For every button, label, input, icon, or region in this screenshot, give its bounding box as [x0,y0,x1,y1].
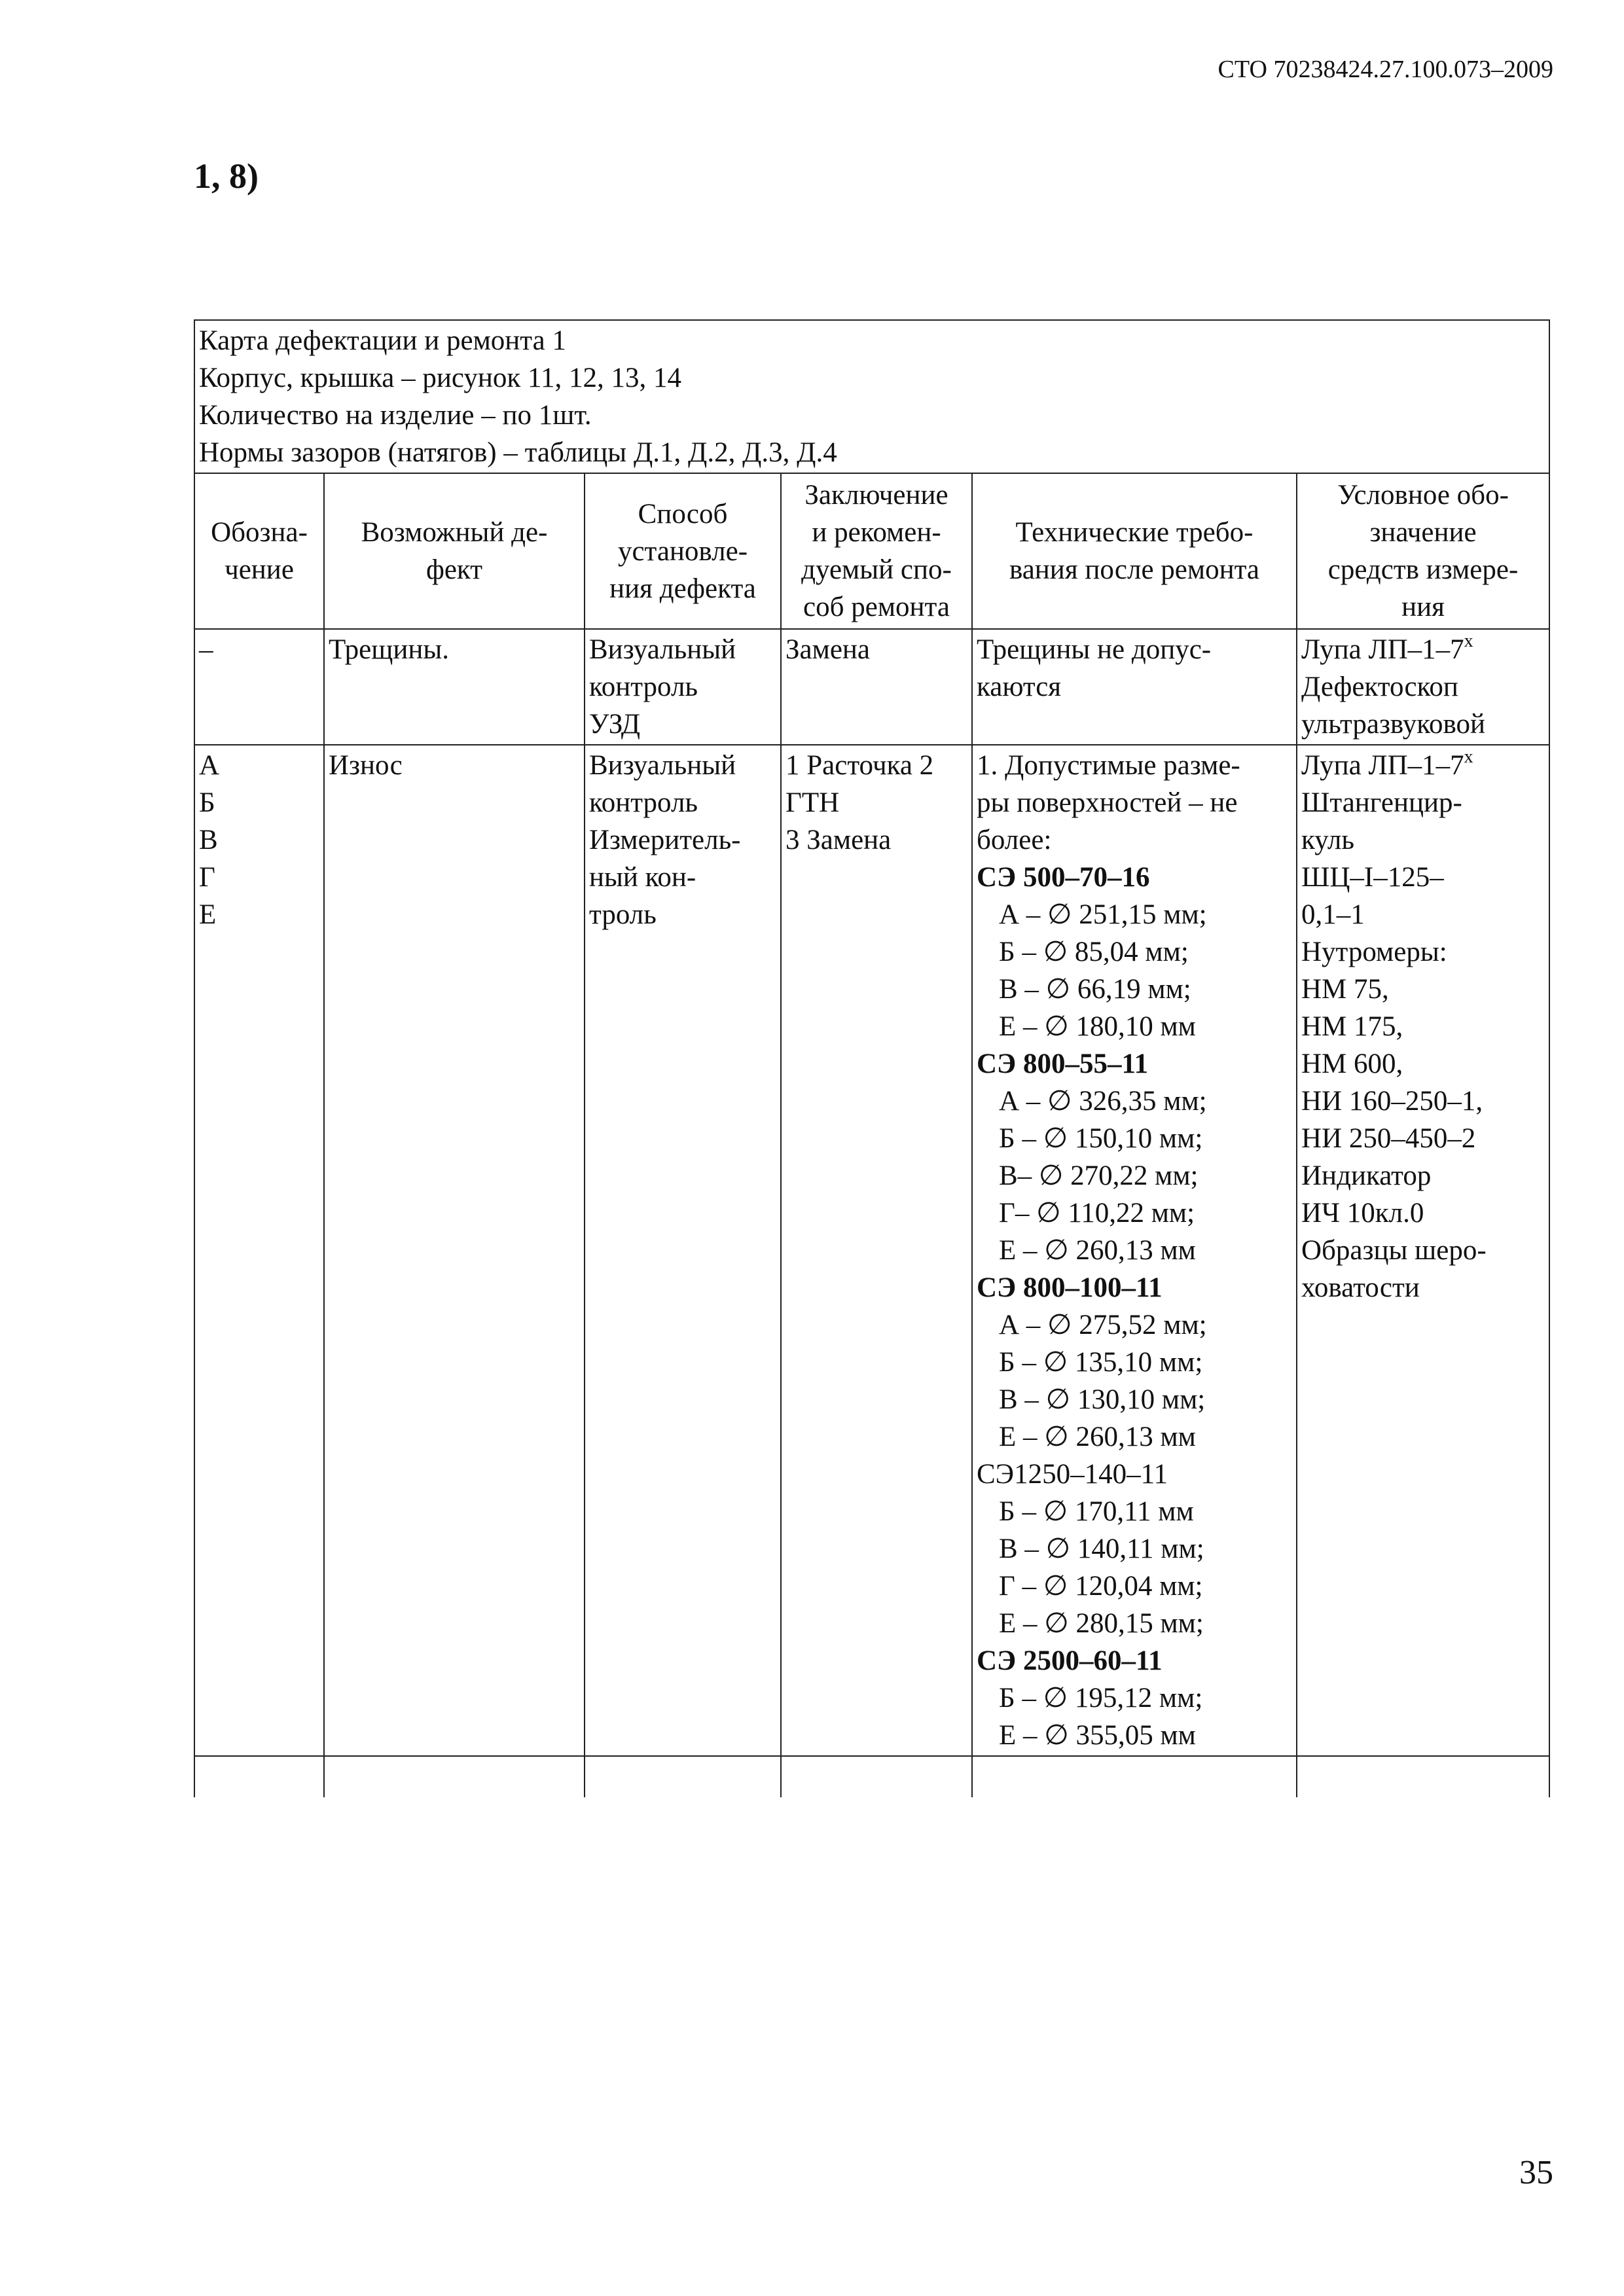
cell-conclusion [781,629,972,745]
filler-cell [972,1756,1297,1797]
cell-line: Обозна- [211,517,308,548]
tool-line [1301,1232,1545,1269]
cell-line: троль [589,899,657,930]
card-part-line: Корпус, крышка – рисунок 11, 12, 13, 14 [199,363,681,393]
cell-line: УЗД [589,709,641,740]
tool-superscript: х [1464,747,1473,767]
column-header-detection-method [585,473,781,629]
cell-requirements [972,745,1297,1756]
cell-line: соб ремонта [803,592,950,622]
dimension-limit: А – ∅ 251,15 мм; [999,899,1207,930]
cell-designation [194,745,324,1756]
cell-line: Г [199,862,215,893]
dimension-limit: Е – ∅ 280,15 мм; [999,1608,1204,1639]
tool-name: ультразвуковой [1301,709,1485,740]
tool-line [1301,933,1545,971]
cell-tools [1297,745,1549,1756]
cell-conclusion [781,745,972,1756]
cell-line: Условное обо- [1337,480,1509,511]
tool-line [1301,859,1545,896]
pump-model-label: СЭ 800–100–11 [977,1272,1163,1303]
cell-designation: – [194,629,324,745]
dimension-limit: В – ∅ 130,10 мм; [999,1384,1206,1415]
cell-detection-method [585,745,781,1756]
dimension-limit: Е – ∅ 355,05 мм [999,1720,1196,1751]
card-intro-row [194,320,1549,473]
tool-name: Индикатор [1301,1160,1432,1191]
pump-model-label: СЭ 500–70–16 [977,862,1150,893]
tool-name: Лупа ЛП–1–7 [1301,634,1464,665]
tool-name: НМ 75, [1301,974,1389,1005]
pump-model-label: СЭ1250–140–11 [977,1459,1168,1490]
dimension-limit: Б – ∅ 85,04 мм; [999,937,1189,967]
cell-line: 3 Замена [785,825,892,855]
tool-line [1301,896,1545,933]
cell-defect: Износ [324,745,585,1756]
dimension-limit: Г– ∅ 110,22 мм; [999,1198,1195,1229]
cell-line: Е [199,899,217,930]
cell-tools [1297,629,1549,745]
pump-model-label: СЭ 800–55–11 [977,1049,1149,1079]
cell-line: ный кон- [589,862,696,893]
page-number: 35 [1519,2154,1553,2191]
tool-name: Дефектоскоп [1301,672,1458,702]
cell-line: Замена [785,634,871,665]
cell-line: каются [977,672,1062,702]
card-quantity-line: Количество на изделие – по 1шт. [199,400,592,431]
cell-line: В [199,825,218,855]
cell-line: установле- [617,535,748,567]
column-header-tools [1297,473,1549,629]
cell-detection-method [585,629,781,745]
dimension-limit: А – ∅ 326,35 мм; [999,1086,1207,1117]
cell-line: контроль [589,672,698,702]
cell-line: значение [1369,517,1477,548]
tool-line [1301,668,1545,706]
dimension-limit: Г – ∅ 120,04 мм; [999,1571,1203,1602]
tool-line [1301,631,1545,668]
tool-name: НИ 160–250–1, [1301,1086,1483,1117]
filler-cell [781,1756,972,1797]
cell-line: Технические требо- [1015,517,1254,548]
cell-line: Визуальный [589,750,736,781]
column-header-defect [324,473,585,629]
section-heading: 1, 8) [194,156,259,196]
dimension-limit: В– ∅ 270,22 мм; [999,1160,1199,1191]
cell-line: ния дефекта [609,573,756,604]
cell-line: А [199,750,220,781]
pump-model-label: СЭ 2500–60–11 [977,1645,1163,1676]
dimension-limit: Б – ∅ 150,10 мм; [999,1123,1203,1154]
tool-name: Лупа ЛП–1–7 [1301,750,1464,781]
filler-cell [194,1756,324,1797]
filler-cell [1297,1756,1549,1797]
tool-name: ШЦ–I–125– [1301,862,1444,893]
tool-name: 0,1–1 [1301,899,1365,930]
dimension-limit: В – ∅ 66,19 мм; [999,974,1191,1005]
dimension-limit: Е – ∅ 260,13 мм [999,1235,1196,1266]
dimension-limit: Б – ∅ 170,11 мм [999,1496,1194,1527]
column-header-designation [194,473,324,629]
cell-line: 1 Расточка 2 [785,750,934,781]
tool-name: НМ 175, [1301,1011,1403,1042]
dimension-limit: А – ∅ 275,52 мм; [999,1310,1207,1340]
tool-name: куль [1301,825,1354,855]
card-intro-cell [194,320,1549,473]
dimension-limit: В – ∅ 140,11 мм; [999,1534,1204,1564]
tool-name: НМ 600, [1301,1049,1403,1079]
tool-line [1301,747,1545,784]
cell-defect: Трещины. [324,629,585,745]
cell-line: ГТН [785,787,840,818]
tool-line [1301,821,1545,859]
dimension-limit: Б – ∅ 135,10 мм; [999,1347,1203,1378]
cell-line: Заключение [804,480,948,511]
filler-cell [585,1756,781,1797]
header-row [194,473,1549,629]
cell-line: Способ [638,498,728,529]
cell-line: контроль [589,787,698,818]
cell-line: Трещины не допус- [977,634,1212,665]
cell-line: и рекомен- [812,517,941,548]
tool-line [1301,1120,1545,1157]
filler-cell [324,1756,585,1797]
cell-line: вания после ремонта [1009,554,1260,585]
tool-line [1301,1194,1545,1232]
cell-requirements [972,629,1297,745]
tool-line [1301,1083,1545,1120]
defect-repair-card-table [194,319,1550,1797]
document-code: СТО 70238424.27.100.073–2009 [1218,56,1553,83]
cell-line: средств измере- [1327,554,1519,585]
tool-name: Нутромеры: [1301,937,1447,967]
tool-line [1301,706,1545,743]
tool-line [1301,784,1545,821]
dimension-limit: Е – ∅ 260,13 мм [999,1422,1196,1452]
tool-line [1301,1008,1545,1045]
column-header-conclusion [781,473,972,629]
cell-line: Возможный де- [361,517,548,548]
tool-name: НИ 250–450–2 [1301,1123,1476,1154]
tool-superscript: х [1464,631,1473,651]
tool-line [1301,971,1545,1008]
tool-line [1301,1157,1545,1194]
cell-line: Измеритель- [589,825,741,855]
cell-line: ния [1401,592,1445,622]
cell-line: фект [425,554,483,585]
dimension-limit: Б – ∅ 195,12 мм; [999,1683,1203,1713]
card-clearance-line: Нормы зазоров (натягов) – таблицы Д.1, Д.2, Д.3, Д.4 [199,437,837,468]
tool-line [1301,1045,1545,1083]
cell-line: Визуальный [589,634,736,665]
dimension-limit: Е – ∅ 180,10 мм [999,1011,1196,1042]
tool-name: ховатости [1301,1272,1420,1303]
requirement-line: 1. Допустимые разме- [977,750,1240,781]
table-filler-row [194,1756,1549,1797]
cell-line: чение [225,554,294,585]
requirement-line: более: [977,825,1052,855]
cell-line: Б [199,787,215,818]
tool-line [1301,1269,1545,1306]
cell-line: дуемый спо- [801,554,952,585]
table-row-cracks [194,629,1549,745]
tool-name: Образцы шеро- [1301,1235,1487,1266]
tool-name: ИЧ 10кл.0 [1301,1198,1424,1229]
tool-name: Штангенцир- [1301,787,1462,818]
table-row-wear [194,745,1549,1756]
card-title: Карта дефектации и ремонта 1 [199,325,566,356]
column-header-requirements [972,473,1297,629]
requirement-line: ры поверхностей – не [977,787,1238,818]
